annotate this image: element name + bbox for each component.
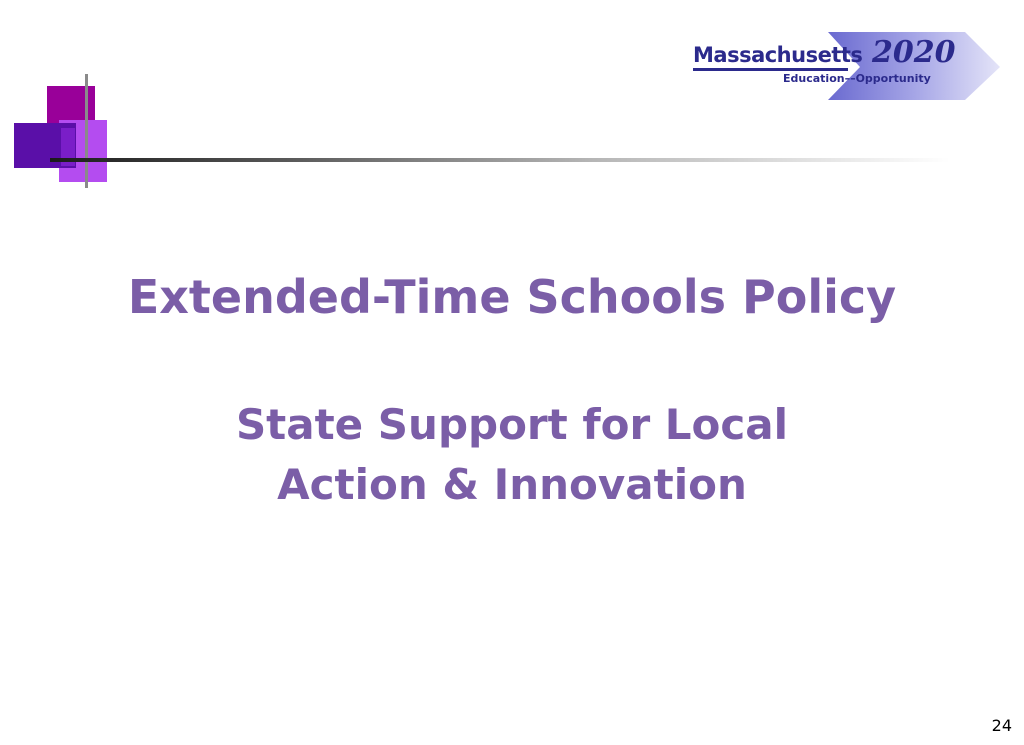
slide-title: Extended-Time Schools Policy — [127, 270, 897, 324]
massachusetts-2020-logo — [690, 32, 1000, 102]
logo-year: 2020 — [872, 35, 956, 70]
page-number: 24 — [991, 716, 1012, 735]
decorative-vertical-line — [85, 74, 88, 188]
logo-underline — [693, 68, 848, 71]
slide-subtitle — [0, 395, 1024, 515]
subtitle-line-2: Action & Innovation — [277, 460, 747, 509]
logo-state-name: Massachusetts — [693, 43, 863, 67]
logo-tagline: Education––Opportunity — [783, 72, 931, 85]
decorative-horizontal-rule — [50, 158, 950, 162]
subtitle-line-1: State Support for Local — [235, 400, 789, 449]
